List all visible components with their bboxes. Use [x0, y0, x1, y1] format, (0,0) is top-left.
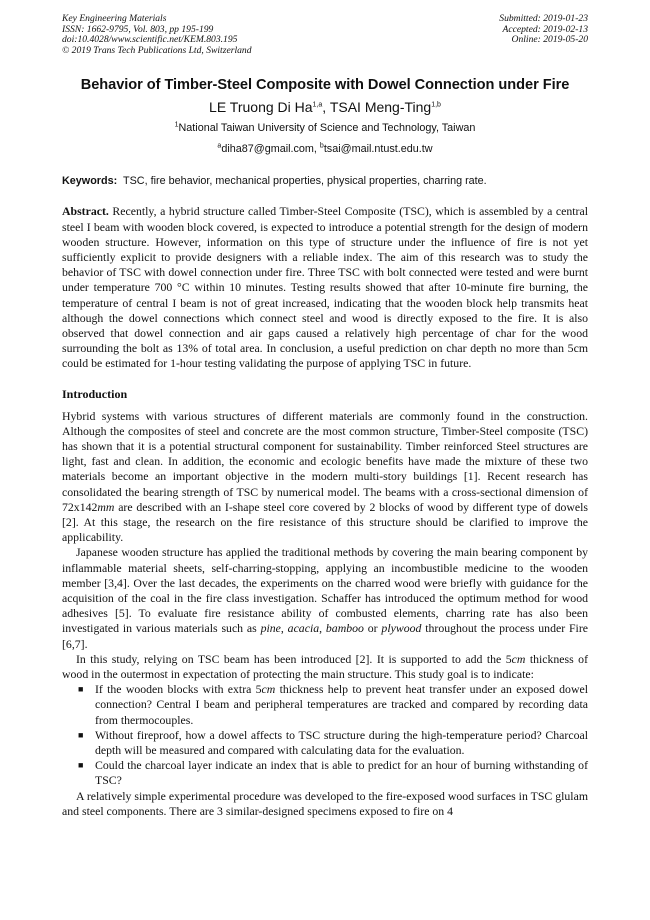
- email-a[interactable]: diha87@gmail.com: [221, 143, 314, 156]
- intro-paragraph-3: [62, 652, 588, 682]
- intro-p2-text: Japanese wooden structure has applied the traditional methods by covering the main bearing component by inflammable material sheets, self-charring-stopping, applying an incombustible medicine to the wooden member [3,4]. Over the last decades, the experiments on the charred wood were briefly with guidance for the acquisition of the coal in the fire class investigation. Schaffer has introduced the optimum method for wood adhesives [5]. To evaluate fire resistance ability of combusted elements, charring rate has also been investigated in various materials such as: [62, 545, 588, 636]
- email-a-sup: a: [217, 142, 222, 150]
- journal-header: [62, 14, 588, 56]
- author-emails: [62, 142, 588, 156]
- intro-paragraph-4: A relatively simple experimental procedure was developed to the fire-exposed wood surfaces in TSC glulam and steel components. There are 3 similar-designed specimens exposed to fire on 4: [62, 788, 588, 818]
- affiliation-text: National Taiwan University of Science and Technology, Taiwan: [178, 122, 476, 135]
- list-item: [62, 728, 588, 758]
- introduction-heading: Introduction: [62, 386, 128, 401]
- intro-p2-end: throughout the process under Fire [6,7].: [62, 621, 588, 651]
- intro-p3-unit: cm: [511, 651, 526, 666]
- intro-p1-unit: mm: [97, 499, 115, 514]
- material-pine: pine: [260, 621, 281, 636]
- paper-title: Behavior of Timber-Steel Composite with Dowel Connection under Fire: [80, 77, 570, 94]
- goal-1-text: If the wooden blocks with extra 5: [95, 682, 262, 697]
- author-2-name: TSAI Meng-Ting: [329, 99, 432, 116]
- intro-p3-text: In this study, relying on TSC beam has been introduced [2]. It is supported to add the 5: [76, 651, 512, 666]
- intro-p2-comma-1: ,: [280, 621, 288, 636]
- goal-2-text: Without fireproof, how a dowel affects to TSC structure during the high-temperature period? Charcoal depth will be measured and compared with calculating data for the evaluation.: [95, 727, 588, 758]
- intro-p3-end: thickness of wood in the outermost in expectation of protecting the main structure. This study goal is to indicate:: [62, 651, 588, 682]
- intro-p1-end: are described with an I-shape steel core covered by 2 blocks of wood by different type of dowels [2]. At this stage, the research on the fire resistance of this structure should be clarified to improve the applicability.: [62, 499, 588, 545]
- goal-3-text: Could the charcoal layer indicate an index that is able to predict for an hour of burning withstanding of TSC?: [95, 758, 588, 788]
- date-accepted: Accepted: 2019-02-13: [502, 23, 588, 35]
- list-item: [62, 682, 588, 728]
- journal-doi[interactable]: doi:10.4028/www.scientific.net/KEM.803.195: [62, 34, 238, 46]
- intro-paragraph-1: [62, 409, 588, 546]
- author-2-sup: 1,b: [431, 101, 441, 109]
- author-separator: ,: [322, 99, 330, 116]
- material-plywood: plywood: [381, 621, 422, 636]
- journal-issn: ISSN: 1662-9795, Vol. 803, pp 195-199: [62, 23, 214, 35]
- abstract: [62, 204, 588, 371]
- goal-1-unit: cm: [261, 682, 276, 697]
- journal-copyright: © 2019 Trans Tech Publications Ltd, Switzerland: [62, 44, 252, 56]
- date-submitted: Submitted: 2019-01-23: [499, 13, 588, 24]
- intro-p2-comma-2: ,: [319, 621, 326, 636]
- paper-page: [62, 14, 588, 819]
- author-list: [62, 98, 588, 116]
- affiliation: [62, 121, 588, 135]
- square-bullet-icon: ■: [78, 684, 84, 695]
- intro-paragraph-2: [62, 545, 588, 651]
- keywords: [62, 174, 588, 188]
- intro-p1-text: Hybrid systems with various structures of different materials are commonly found in the construction. Although the composites of steel and concrete are the most common structure, Timber-Steel composite (TSC) has shown that it is a potential structural component for sustainability. Timber reinforced Steel structures are light, fast and clean. In addition, the economic and ecologic benefits have made the mixture of these two materials become an important objective in the modern multi-story buildings [1]. Recent research has consolidated the bearing strength of TSC by numerical model. The beams with a cross-sectional dimension of 72x142: [62, 408, 588, 514]
- affiliation-sup: 1: [174, 121, 179, 129]
- list-item: [62, 758, 588, 788]
- author-1-sup: 1,a: [312, 101, 323, 109]
- goal-1-end: thickness help to prevent heat transfer under an exposed dowel connection? Central I beam and peripheral temperatures are tracked and compared by recording data from thermocouples.: [95, 682, 588, 727]
- material-bamboo: bamboo: [325, 621, 364, 636]
- abstract-label: Abstract.: [62, 204, 109, 219]
- square-bullet-icon: ■: [78, 760, 84, 771]
- date-online: Online: 2019-05-20: [511, 34, 588, 46]
- publication-dates: [499, 14, 588, 56]
- square-bullet-icon: ■: [78, 729, 84, 740]
- email-b-sup: b: [319, 142, 324, 150]
- journal-info: [62, 14, 252, 56]
- email-separator: ,: [313, 143, 320, 156]
- study-goals-list: [62, 682, 588, 788]
- author-1-name: LE Truong Di Ha: [209, 99, 313, 116]
- intro-p2-or: or: [363, 621, 382, 636]
- journal-name: Key Engineering Materials: [62, 13, 167, 24]
- email-b[interactable]: tsai@mail.ntust.edu.tw: [323, 143, 433, 156]
- keywords-label: Keywords:: [62, 175, 118, 188]
- material-acacia: acacia: [287, 621, 320, 636]
- keywords-text: TSC, fire behavior, mechanical properties, physical properties, charring rate.: [123, 175, 487, 188]
- abstract-text: Recently, a hybrid structure called Timber-Steel Composite (TSC), which is assembled by a central steel I beam with wooden block covered, is expected to introduce a potential strength for the design of modern wooden structure. However, information on this type of structure under the influence of fire is not yet sufficiently explicit to provide designers with a reliable index. The aim of this research was to study the behavior of TSC with dowel connection under fire. Three TSC with bolt connected were tested and were burnt under temperature 700 °C within 10 minutes. Testing results showed that after 10-minute fire burning, the temperature of central I beam is not of great increased, indicating that the wooden block help transmits heat although the dowel connections which connect steel and wood is directly exposed to the fire. It is also observed that dowel connection and air gaps caused a relatively high percentage of char for the wood surrounding the bolt as 13% of total area. In conclusion, a useful prediction on char depth no more than 5cm could be estimated for 1-hour testing validating the purpose of applying TSC in future.: [62, 204, 588, 371]
